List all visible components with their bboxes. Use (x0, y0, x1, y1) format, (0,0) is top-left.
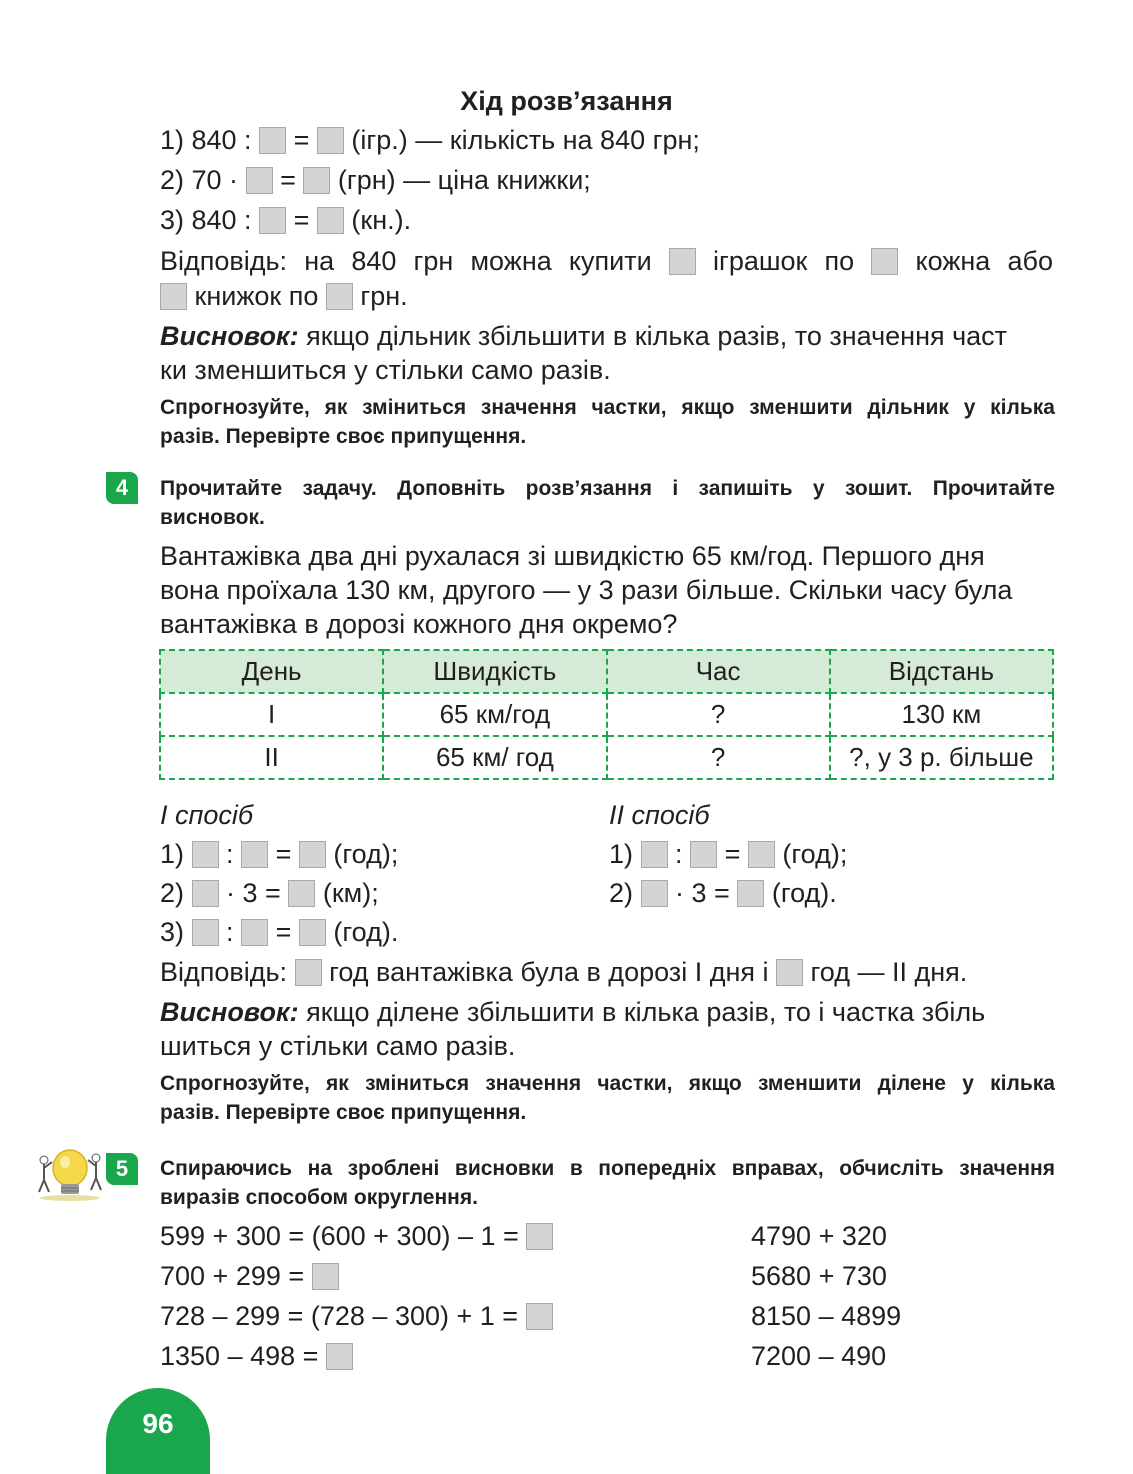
answer-box[interactable] (748, 841, 775, 868)
answer-word: або (1007, 246, 1053, 276)
table-cell: ? (607, 736, 830, 779)
conclusion-text: ки зменшиться у стільки само разів. (160, 355, 611, 385)
predict-word: кілька (990, 396, 1055, 419)
way1-line-2 (160, 876, 379, 910)
predict-word: ділене (877, 1072, 946, 1095)
table-row (160, 693, 1053, 736)
predict-word: зміниться (365, 1072, 470, 1095)
instruction-word: Прочитайте (932, 477, 1055, 500)
table-header: День (160, 650, 383, 693)
answer-word: Відповідь: (160, 246, 288, 276)
predict-word: зменшити (749, 396, 853, 419)
instruction-word: значення (959, 1157, 1055, 1180)
way-text: · 3 = (675, 878, 730, 908)
answer-box[interactable] (526, 1223, 553, 1250)
answer-box[interactable] (326, 283, 353, 310)
table-cell: ?, у 3 р. більше (830, 736, 1053, 779)
answer-word: по (824, 246, 855, 276)
expression-text: 1350 – 498 = (160, 1341, 319, 1371)
predict-word: Спрогнозуйте, (160, 1072, 310, 1095)
answer-box[interactable] (241, 919, 268, 946)
predict-word: як (324, 396, 348, 419)
predict-word: якщо (681, 396, 735, 419)
predict-word: дільник (867, 396, 949, 419)
solution-text: = (280, 165, 296, 195)
way-text: (год); (333, 839, 399, 869)
task4-answer (160, 955, 967, 989)
answer-box[interactable] (241, 841, 268, 868)
answer-box[interactable] (299, 841, 326, 868)
answer-box[interactable] (326, 1343, 353, 1370)
way-text: : (226, 839, 234, 869)
predict-word: як (326, 1072, 349, 1095)
expression-row (160, 1299, 553, 1333)
solution-text: (кн.). (351, 205, 412, 235)
conclusion-label: Висновок: (160, 321, 299, 351)
table-cell: ? (607, 693, 830, 736)
task-number-badge: 4 (106, 472, 138, 504)
answer-text: Відповідь: (160, 957, 288, 987)
answer-box[interactable] (259, 127, 286, 154)
task5-instruction (160, 1154, 1055, 1212)
answer-box[interactable] (776, 959, 803, 986)
table-header: Відстань (830, 650, 1053, 693)
answer-box[interactable] (160, 283, 187, 310)
answer-word: на (304, 246, 335, 276)
instruction-text: виразів способом округлення. (160, 1186, 478, 1209)
predict-word: зменшити (758, 1072, 862, 1095)
table-header-row (160, 650, 1053, 693)
way-text: 1) (160, 839, 185, 869)
predict-word: якщо (688, 1072, 742, 1095)
answer-box[interactable] (641, 841, 668, 868)
expression-text: 728 – 299 = (728 – 300) + 1 = (160, 1301, 519, 1331)
predict-word: частки, (591, 396, 667, 419)
expression-text: 5680 + 730 (751, 1261, 887, 1291)
way-text: (год). (333, 917, 399, 947)
answer-word: можна (470, 246, 552, 276)
instruction-word: Прочитайте (160, 477, 283, 500)
expression-text: 599 + 300 = (600 + 300) – 1 = (160, 1221, 519, 1251)
page-number: 96 (106, 1388, 210, 1474)
instruction-word: Доповніть (397, 477, 506, 500)
way-text: 2) (609, 878, 634, 908)
solution-answer (160, 244, 1053, 278)
predict-1 (160, 393, 1055, 451)
answer-text: год — II дня. (810, 957, 968, 987)
way-text: (год). (771, 878, 837, 908)
expression-text: 7200 – 490 (751, 1341, 887, 1371)
way-text: 1) (609, 839, 634, 869)
answer-box[interactable] (259, 207, 286, 234)
conclusion-label: Висновок: (160, 997, 299, 1027)
predict-word: Спрогнозуйте, (160, 396, 310, 419)
predict-word: у (962, 1072, 974, 1095)
answer-word: грн (413, 246, 454, 276)
answer-box[interactable] (669, 248, 696, 275)
conclusion-1 (160, 319, 1053, 387)
answer-box[interactable] (303, 167, 330, 194)
way-text: 3) (160, 917, 185, 947)
solution-text: 1) 840 : (160, 125, 252, 155)
task4-problem (160, 539, 1053, 641)
way-text: : (226, 917, 234, 947)
expression-row (160, 1339, 353, 1373)
answer-word: іграшок (713, 246, 808, 276)
solution-line-3 (160, 203, 411, 237)
solution-text: = (293, 125, 310, 155)
answer-box[interactable] (317, 207, 344, 234)
predict-word: кілька (990, 1072, 1055, 1095)
way-text: (год); (782, 839, 848, 869)
instruction-word: і (672, 477, 679, 500)
instruction-word: на (307, 1157, 333, 1180)
answer-box[interactable] (192, 841, 219, 868)
answer-box[interactable] (192, 880, 219, 907)
expression-row (160, 1259, 339, 1293)
predict-text: разів. Перевірте своє припущення. (160, 425, 527, 448)
solution-text: 2) 70 · (160, 165, 239, 195)
solution-answer-line2 (160, 279, 408, 313)
way-text: = (275, 839, 292, 869)
instruction-word: у (812, 477, 825, 500)
data-table (159, 649, 1054, 780)
table-header: Швидкість (383, 650, 606, 693)
expression-text: 4790 + 320 (751, 1221, 887, 1251)
solution-line-1 (160, 123, 700, 157)
table-row (160, 736, 1053, 779)
instruction-word: висновки (454, 1157, 555, 1180)
predict-word: частки, (597, 1072, 673, 1095)
table-cell: 65 км/ год (383, 736, 606, 779)
predict-word: у (963, 396, 976, 419)
way-text: : (675, 839, 683, 869)
task-number-badge: 5 (106, 1153, 138, 1185)
answer-box[interactable] (192, 919, 219, 946)
answer-word: купити (568, 246, 652, 276)
conclusion-text: якщо ділене збільшити в кілька разів, то і частка збіль (298, 997, 986, 1027)
answer-box[interactable] (690, 841, 717, 868)
problem-text: вона проїхала 130 км, другого — у 3 рази більше. Скільки часу була (160, 575, 1013, 605)
expression-text: 700 + 299 = (160, 1261, 305, 1291)
conclusion-text: якщо дільник збільшити в кілька разів, то значення част (298, 321, 1008, 351)
answer-box[interactable] (317, 127, 344, 154)
way1-line-1 (160, 837, 398, 871)
answer-word: книжок по (194, 281, 319, 311)
way1-title: I спосіб (160, 800, 254, 830)
table-cell: 130 км (830, 693, 1053, 736)
instruction-word: попередніх (598, 1157, 717, 1180)
conclusion-text: шиться у стільки само разів. (160, 1031, 516, 1061)
table-cell: II (160, 736, 383, 779)
problem-text: вантажівка в дорозі кожного дня окремо? (160, 609, 678, 639)
answer-box[interactable] (288, 880, 315, 907)
predict-2 (160, 1069, 1055, 1127)
answer-box[interactable] (246, 167, 273, 194)
instruction-word: зошит. (844, 477, 913, 500)
predict-word: значення (485, 1072, 582, 1095)
answer-box[interactable] (641, 880, 668, 907)
table-cell: 65 км/год (383, 693, 606, 736)
instruction-word: запишіть (698, 477, 793, 500)
answer-box[interactable] (312, 1263, 339, 1290)
way-text: (км); (322, 878, 379, 908)
way1-line-3 (160, 915, 398, 949)
task4-instruction (160, 474, 1055, 532)
instruction-word: вправах, (731, 1157, 824, 1180)
answer-box[interactable] (299, 919, 326, 946)
answer-box[interactable] (737, 880, 764, 907)
predict-word: значення (480, 396, 577, 419)
predict-word: зміниться (362, 396, 467, 419)
expression-text: 8150 – 4899 (751, 1301, 902, 1331)
instruction-text: висновок. (160, 506, 265, 529)
answer-word: 840 (351, 246, 397, 276)
instruction-word: Спираючись (160, 1157, 293, 1180)
answer-box[interactable] (295, 959, 322, 986)
way-text: = (275, 917, 292, 947)
way-text: = (724, 839, 741, 869)
table-cell: I (160, 693, 383, 736)
solution-text: (ігр.) — кількість на 840 грн; (351, 125, 700, 155)
solution-line-2 (160, 163, 591, 197)
answer-box[interactable] (526, 1303, 553, 1330)
answer-word: грн. (360, 281, 408, 311)
table-header: Час (607, 650, 830, 693)
answer-text: год вантажівка була в дорозі I дня і (329, 957, 769, 987)
problem-text: Вантажівка два дні рухалася зі швидкістю 65 км/год. Першого дня (160, 541, 985, 571)
solution-text: = (293, 205, 310, 235)
section-title: Хід розв’язання (460, 86, 673, 116)
way-text: · 3 = (226, 878, 281, 908)
answer-word: кожна (915, 246, 991, 276)
way2-line-1 (609, 837, 847, 871)
way2-line-2 (609, 876, 837, 910)
instruction-word: обчисліть (839, 1157, 944, 1180)
solution-text: (грн) — ціна книжки; (337, 165, 591, 195)
answer-box[interactable] (871, 248, 898, 275)
way-text: 2) (160, 878, 185, 908)
solution-text: 3) 840 : (160, 205, 252, 235)
instruction-word: зроблені (347, 1157, 440, 1180)
conclusion-2 (160, 995, 1053, 1063)
instruction-word: розв’язання (525, 477, 652, 500)
predict-text: разів. Перевірте своє припущення. (160, 1101, 527, 1124)
instruction-word: в (569, 1157, 583, 1180)
way2-title: II спосіб (609, 800, 710, 830)
lightbulb-icon (36, 1146, 104, 1202)
expression-row (160, 1219, 553, 1253)
instruction-word: задачу. (302, 477, 377, 500)
